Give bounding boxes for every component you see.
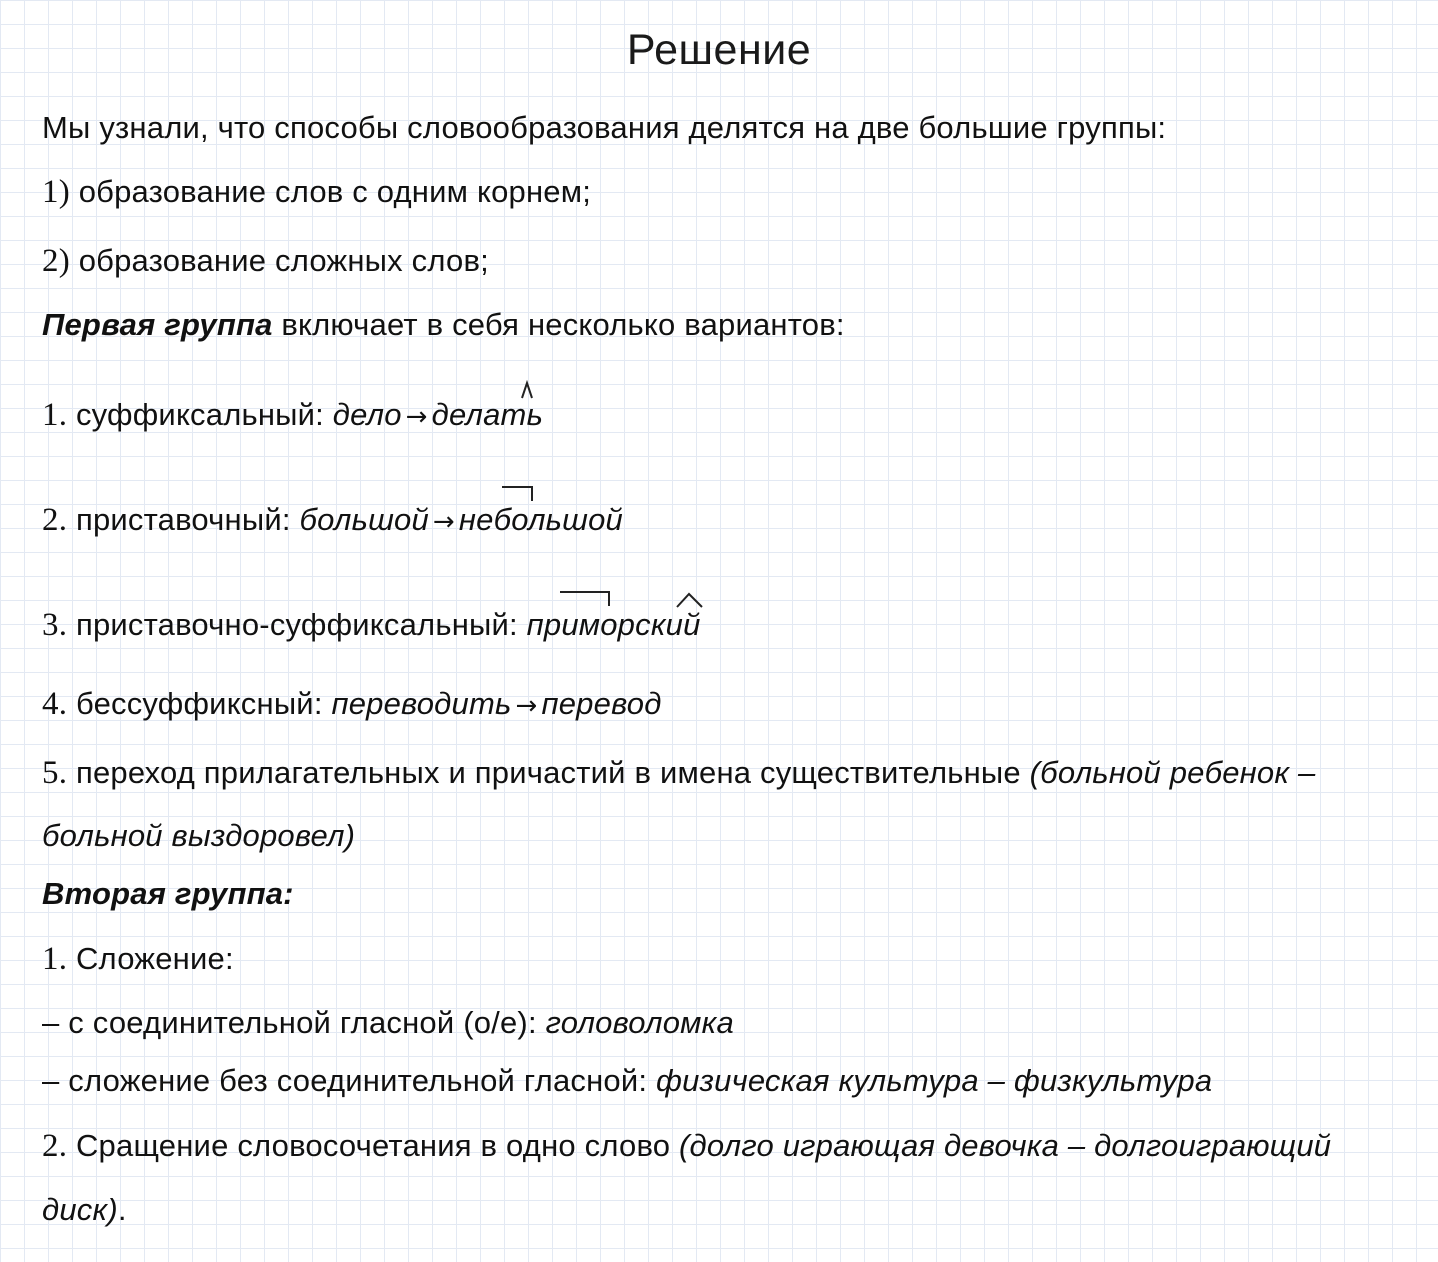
example-word-to: небольшой	[458, 502, 623, 537]
derivation-arrow: →	[432, 507, 455, 537]
second-group-heading: Вторая группа:	[42, 876, 294, 911]
first-group-item-4	[42, 684, 662, 726]
example-word-to: делать	[431, 397, 544, 432]
item-label: приставочно-суффиксальный:	[67, 607, 527, 642]
item-label: Сложение:	[67, 941, 234, 976]
example-word-from: большой	[299, 502, 429, 537]
intro-text: Мы узнали, что способы словообразования делятся на две большие группы:	[42, 110, 1167, 145]
first-group-item-1	[42, 395, 543, 437]
list-number: 2)	[42, 243, 70, 279]
bullet-dash: –	[42, 1005, 60, 1040]
bullet-dash: –	[42, 1063, 60, 1098]
first-group-heading: Первая группа	[42, 307, 273, 342]
first-group-intro	[42, 305, 845, 345]
example-text: (долго играющая девочка – долгоиграющий	[679, 1128, 1332, 1163]
first-group-item-2	[42, 500, 623, 542]
group-list-item-2	[42, 241, 489, 281]
first-group-item-5-continued	[42, 816, 355, 856]
list-number: 3.	[42, 607, 68, 643]
first-group-rest: включает в себя несколько вариантов:	[272, 307, 845, 342]
example-text: физическая культура – физкультура	[656, 1063, 1213, 1098]
second-group-subitem-1	[42, 1003, 734, 1043]
list-number: 5.	[42, 755, 68, 791]
example-word-from: переводить	[331, 686, 512, 721]
first-group-item-3	[42, 605, 701, 645]
item-label: бессуффиксный:	[67, 686, 332, 721]
item-label: Сращение словосочетания в одно слово	[67, 1128, 680, 1163]
example-text: больной выздоровел)	[42, 818, 356, 853]
item-label: переход прилагательных и причастий в имена существительные	[67, 755, 1030, 790]
derivation-arrow: →	[405, 402, 428, 432]
example-text: диск)	[42, 1192, 118, 1227]
page-title: Решение	[626, 26, 812, 74]
item-label: суффиксальный:	[67, 397, 333, 432]
list-number: 1.	[42, 941, 68, 977]
list-text: образование слов с одним корнем;	[69, 174, 592, 209]
item-label: с соединительной гласной (о/е):	[59, 1005, 546, 1040]
second-group-item-2	[42, 1126, 1331, 1166]
group-list-item-1	[42, 172, 591, 212]
list-number: 1.	[42, 397, 68, 433]
list-number: 4.	[42, 686, 68, 722]
first-group-item-5	[42, 753, 1315, 793]
example-text: (больной ребенок –	[1029, 755, 1316, 790]
second-group-item-2-continued	[42, 1190, 127, 1230]
item-label: приставочный:	[67, 502, 300, 537]
second-group-subitem-2	[42, 1061, 1212, 1101]
list-text: образование сложных слов;	[69, 243, 489, 278]
example-word: приморский	[526, 607, 701, 642]
list-number: 2.	[42, 502, 68, 538]
derivation-arrow: →	[515, 691, 538, 721]
sentence-end: .	[117, 1192, 127, 1227]
second-group-item-1	[42, 939, 234, 979]
list-number: 1)	[42, 174, 70, 210]
list-number: 2.	[42, 1128, 68, 1164]
item-label: сложение без соединительной гласной:	[59, 1063, 656, 1098]
example-word-from: дело	[332, 397, 402, 432]
example-word-to: перевод	[541, 686, 662, 721]
example-word: головоломка	[545, 1005, 734, 1040]
